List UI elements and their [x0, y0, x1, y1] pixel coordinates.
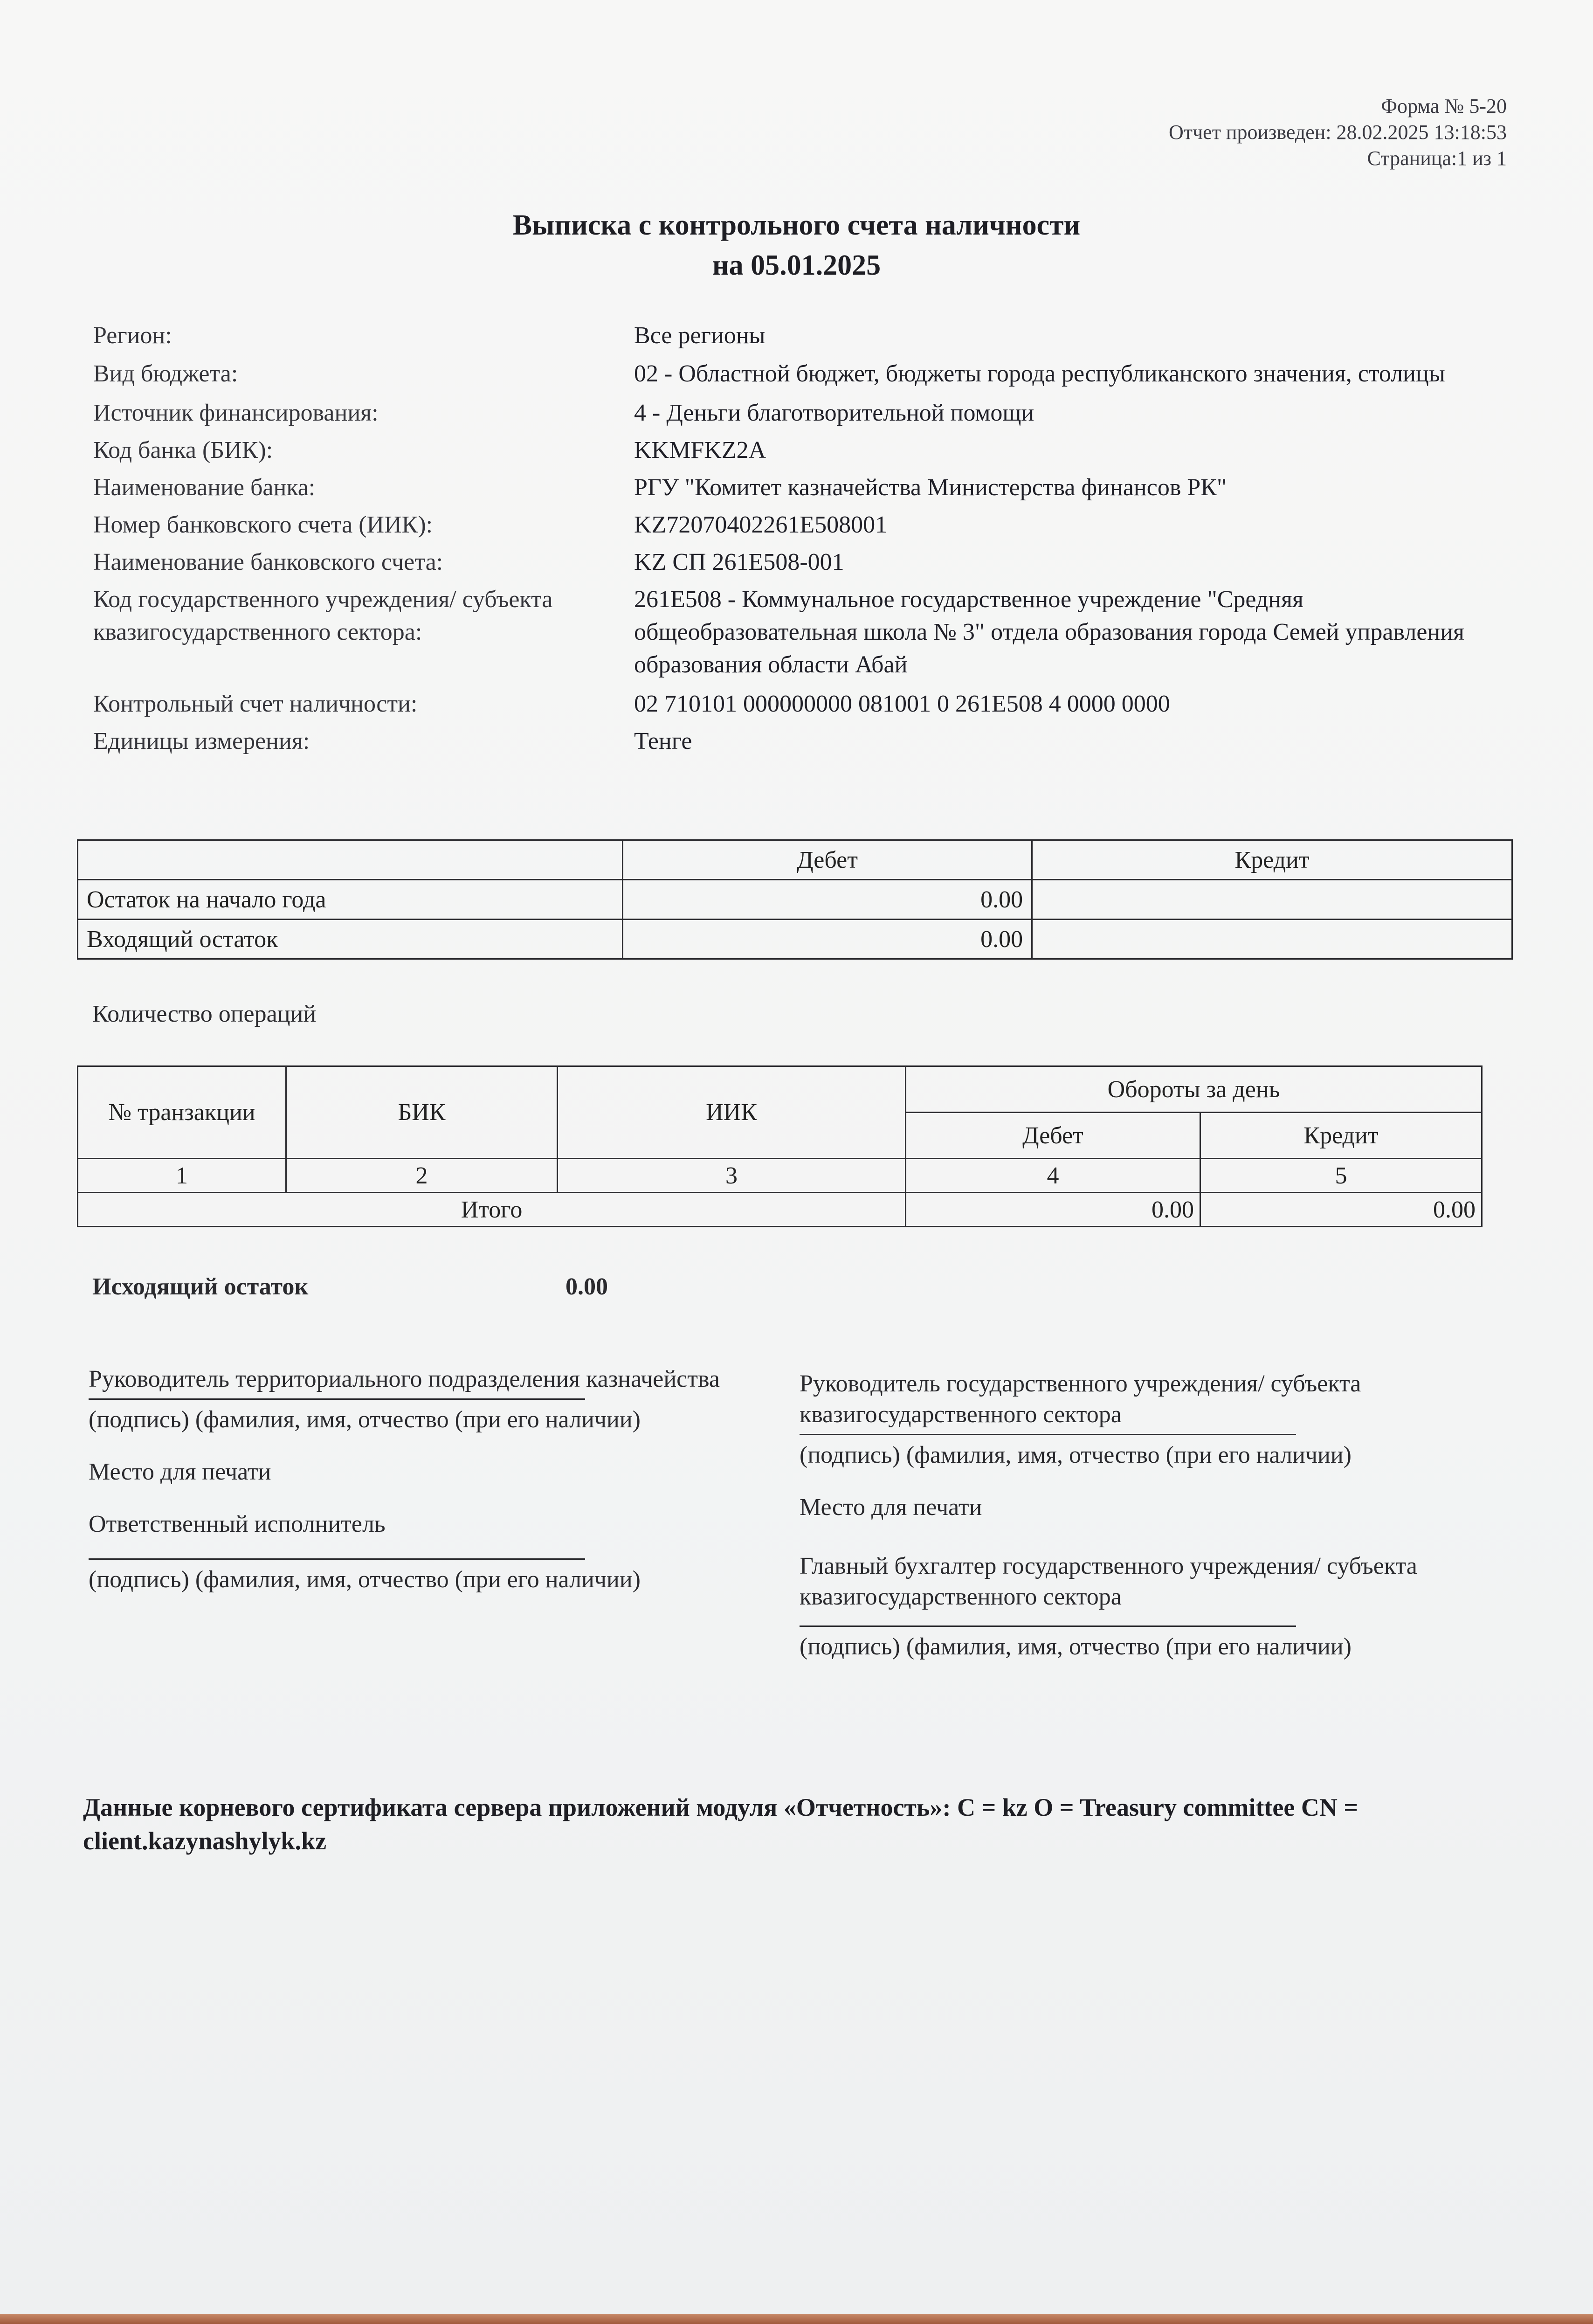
info-label: Источник финансирования: [93, 400, 379, 426]
info-row-region [93, 319, 1473, 352]
operations-count-label: Количество операций [92, 1001, 317, 1027]
total-label: Итого [78, 1193, 906, 1227]
info-value: KZ СП 261E508-001 [634, 549, 844, 575]
title-line-1: Выписка с контрольного счета наличности [512, 209, 1081, 241]
root-certificate-info: Данные корневого сертификата сервера приложений модуля «Отчетность»: C = kz O = Treasury committee CN = client.kazynashylyk.kz [83, 1793, 1359, 1855]
total-debit: 0.00 [906, 1193, 1200, 1227]
info-value: 02 - Областной бюджет, бюджеты города республиканского значения, столицы [634, 360, 1445, 387]
balance-row-credit [1032, 920, 1512, 959]
info-row-bank-name [93, 471, 1473, 504]
report-generated: Отчет произведен: 28.02.2025 13:18:53 [1169, 121, 1507, 144]
closing-balance [92, 1273, 608, 1300]
signature-line [800, 1625, 1296, 1627]
balance-row-credit [1032, 880, 1512, 920]
info-label: Контрольный счет наличности: [93, 691, 418, 717]
signature-caption: (подпись) (фамилия, имя, отчество (при его наличии) [800, 1633, 1352, 1660]
balance-header-credit: Кредит [1032, 840, 1512, 880]
info-label: Код банка (БИК): [93, 437, 273, 463]
info-row-units [93, 725, 1473, 758]
signature-line [800, 1434, 1296, 1435]
info-row-account-number [93, 509, 1473, 541]
signature-caption: (подпись) (фамилия, имя, отчество (при его наличии) [800, 1442, 1352, 1468]
balance-row-label: Входящий остаток [78, 920, 623, 959]
signature-caption: (подпись) (фамилия, имя, отчество (при его наличии) [89, 1566, 641, 1593]
table-edge [0, 2314, 1593, 2324]
info-value: РГУ "Комитет казначейства Министерства финансов РК" [634, 474, 1227, 501]
signature-line [89, 1398, 585, 1400]
operations-table [77, 1065, 1483, 1227]
signatures-right [800, 1369, 1545, 1662]
header-debit: Дебет [906, 1113, 1200, 1159]
report-meta [1169, 93, 1507, 172]
closing-balance-label: Исходящий остаток [92, 1273, 309, 1300]
signature-line [89, 1558, 585, 1560]
info-value: 02 710101 000000000 081001 0 261E508 4 0000 0000 [634, 691, 1170, 717]
info-label: Вид бюджета: [93, 360, 238, 387]
header-tx-no: № транзакции [78, 1066, 286, 1159]
info-row-account-name [93, 546, 1473, 579]
info-value: KZ72070402261E508001 [634, 512, 888, 538]
info-row-funding-source [93, 397, 1473, 429]
header-credit: Кредит [1200, 1113, 1482, 1159]
executor-title: Ответственный исполнитель [89, 1511, 386, 1537]
info-label: Код государственного учреждения/ субъекта квазигосударственного сектора: [93, 586, 553, 645]
column-number-row [78, 1159, 1482, 1193]
info-value: Все регионы [634, 322, 765, 349]
balance-header-debit: Дебет [623, 840, 1032, 880]
total-credit: 0.00 [1200, 1193, 1482, 1227]
closing-balance-value: 0.00 [565, 1273, 608, 1300]
header-bik: БИК [286, 1066, 558, 1159]
header-turnover: Обороты за день [906, 1066, 1482, 1113]
header-iik: ИИК [558, 1066, 906, 1159]
info-label: Наименование банковского счета: [93, 549, 443, 575]
balance-table [77, 839, 1513, 960]
balance-row-debit: 0.00 [623, 920, 1032, 959]
column-number: 3 [558, 1159, 906, 1193]
info-row-bank-code [93, 434, 1473, 467]
info-value: Тенге [634, 728, 692, 754]
balance-row-debit: 0.00 [623, 880, 1032, 920]
operations-header-row [78, 1066, 1482, 1113]
stamp-place: Место для печати [800, 1494, 982, 1521]
balance-header-row [78, 840, 1512, 880]
form-number: Форма № 5-20 [1381, 95, 1507, 118]
page-counter: Страница:1 из 1 [1367, 147, 1507, 170]
info-row-institution-code [93, 583, 1473, 681]
treasury-head-title: Руководитель территориального подразделения казначейства [89, 1366, 720, 1392]
column-number: 5 [1200, 1159, 1482, 1193]
balance-row-label: Остаток на начало года [78, 880, 623, 920]
info-label: Единицы измерения: [93, 728, 310, 754]
signature-caption: (подпись) (фамилия, имя, отчество (при его наличии) [89, 1406, 641, 1433]
info-row-budget-type [93, 358, 1473, 390]
column-number: 2 [286, 1159, 558, 1193]
info-value: KKMFKZ2A [634, 437, 766, 463]
chief-accountant-title: Главный бухгалтер государственного учреждения/ субъекта квазигосударственного сектора [800, 1553, 1417, 1610]
institution-head-title: Руководитель государственного учреждения/ субъекта квазигосударственного сектора [800, 1370, 1361, 1428]
info-row-control-account [93, 688, 1473, 720]
info-label: Номер банковского счета (ИИК): [93, 512, 433, 538]
table-row [78, 880, 1512, 920]
stamp-place: Место для печати [89, 1459, 271, 1485]
column-number: 1 [78, 1159, 286, 1193]
total-row [78, 1193, 1482, 1227]
column-number: 4 [906, 1159, 1200, 1193]
info-value: 4 - Деньги благотворительной помощи [634, 400, 1034, 426]
info-label: Наименование банка: [93, 474, 316, 501]
title-line-2: на 05.01.2025 [712, 249, 881, 281]
table-row [78, 920, 1512, 959]
balance-header-blank [78, 840, 623, 880]
account-info [93, 319, 1473, 758]
signatures-left [89, 1364, 788, 1595]
info-value: 261E508 - Коммунальное государственное учреждение "Средняя общеобразовательная школа № 3" отдела образования города Семей управления образования области Абай [634, 586, 1464, 678]
document-title [0, 205, 1593, 285]
info-label: Регион: [93, 322, 172, 349]
